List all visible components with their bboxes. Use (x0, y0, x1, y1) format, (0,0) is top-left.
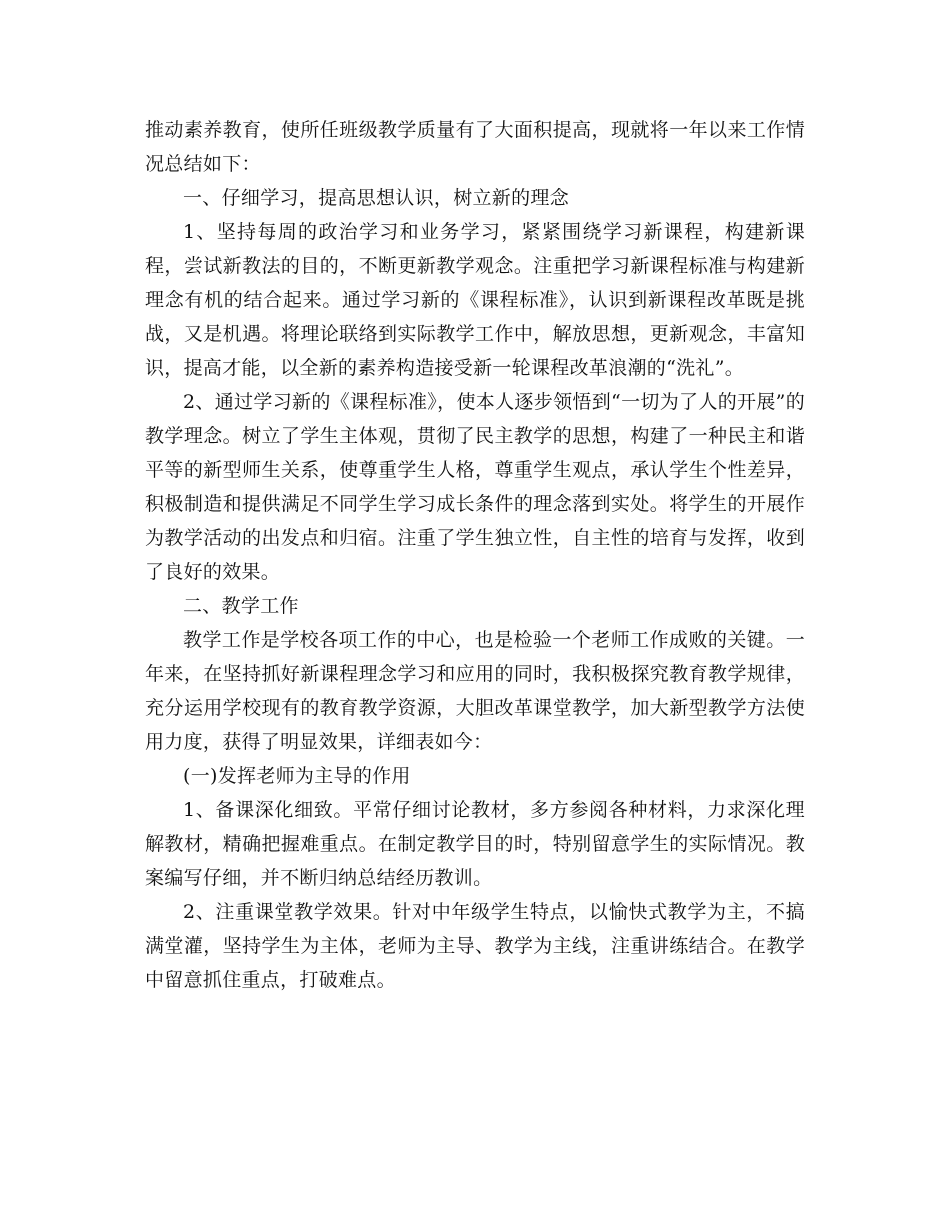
paragraph-intro: 推动素养教育，使所任班级教学质量有了大面积提高，现就将一年以来工作情况总结如下： (145, 119, 805, 175)
paragraph-teaching-intro: 教学工作是学校各项工作的中心，也是检验一个老师工作成败的关键。一年来，在坚持抓好新课程理念学习和应用的同时，我积极探究教育教学规律，充分运用学校现有的教育教学资源，大胆改革课堂教学，加大新型教学方法使用力度，获得了明显效果，详细表如今： (145, 629, 805, 753)
document-body (145, 113, 805, 997)
heading-subsection-one: (一)发挥老师为主导的作用 (183, 765, 411, 787)
heading-section-two: 二、教学工作 (183, 595, 299, 617)
paragraph-study-2: 2、通过学习新的《课程标准》，使本人逐步领悟到“一切为了人的开展”的教学理念。树立了学生主体观，贯彻了民主教学的思想，构建了一种民主和谐平等的新型师生关系，使尊重学生人格，尊重学生观点，承认学生个性差异，积极制造和提供满足不同学生学习成长条件的理念落到实处。将学生的开展作为教学活动的出发点和归宿。注重了学生独立性，自主性的培育与发挥，收到了良好的效果。 (145, 391, 805, 583)
paragraph-lesson-prep: 1、备课深化细致。平常仔细讨论教材，多方参阅各种材料，力求深化理解教材，精确把握难重点。在制定教学目的时，特别留意学生的实际情况。教案编写仔细，并不断归纳总结经历教训。 (145, 799, 805, 889)
paragraph-study-1: 1、坚持每周的政治学习和业务学习，紧紧围绕学习新课程，构建新课程，尝试新教法的目的，不断更新教学观念。注重把学习新课程标准与构建新理念有机的结合起来。通过学习新的《课程标准》，认识到新课程改革既是挑战，又是机遇。将理论联络到实际教学工作中，解放思想，更新观念，丰富知识，提高才能，以全新的素养构造接受新一轮课程改革浪潮的“洗礼”。 (145, 221, 805, 379)
paragraph-classroom-effect: 2、注重课堂教学效果。针对中年级学生特点，以愉快式教学为主，不搞满堂灌，坚持学生为主体，老师为主导、教学为主线，注重讲练结合。在教学中留意抓住重点，打破难点。 (145, 901, 805, 991)
heading-section-one: 一、仔细学习，提高思想认识，树立新的理念 (183, 187, 570, 209)
